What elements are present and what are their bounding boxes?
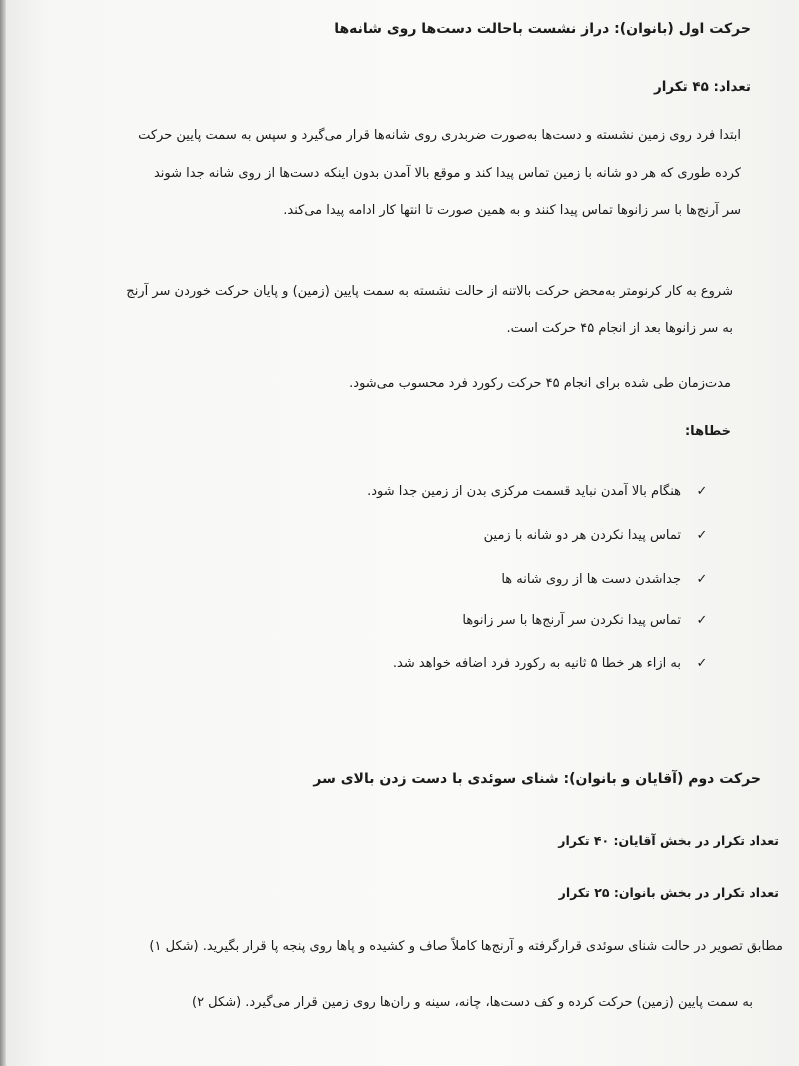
section1-paragraph2-line1: شروع به کار کرنومتر به‌محض حرکت بالاتنه از حالت نشسته به سمت پایین (زمین) و پایان حرکت خوردن سر آرنج: [126, 284, 733, 299]
section1-paragraph1-line3: سر آرنج‌ها با سر زانوها تماس پیدا کنند و به همین صورت تا انتها کار ادامه پیدا می‌کند.: [283, 203, 741, 218]
error-item-text: تماس پیدا نکردن سر آرنج‌ها با سر زانوها: [462, 613, 681, 628]
section2-count-women: تعداد تکرار در بخش بانوان: ۲۵ تکرار: [558, 885, 779, 900]
error-item-text: به ازاء هر خطا ۵ ثانیه به رکورد فرد اضافه خواهد شد.: [392, 656, 681, 671]
check-icon: ✓: [696, 656, 708, 671]
page-edge-shadow: [0, 0, 6, 1066]
section2-paragraph1: مطابق تصویر در حالت شنای سوئدی قرارگرفته و آرنج‌ها کاملاً صاف و کشیده و پاها روی پنجه پا قرار بگیرید. (شکل ۱): [149, 939, 783, 954]
error-item: [367, 483, 709, 501]
section1-paragraph2-line2: به سر زانوها بعد از انجام ۴۵ حرکت است.: [506, 321, 733, 336]
check-icon: ✓: [696, 484, 708, 499]
section1-title: حرکت اول (بانوان): دراز نشست باحالت دست‌ها روی شانه‌ها: [334, 21, 751, 37]
error-item: [462, 612, 709, 630]
error-item: [393, 655, 709, 673]
check-icon: ✓: [696, 613, 708, 628]
error-item-text: هنگام بالا آمدن نباید قسمت مرکزی بدن از زمین جدا شود.: [367, 484, 681, 499]
section1-paragraph3: مدت‌زمان طی شده برای انجام ۴۵ حرکت رکورد فرد محسوب می‌شود.: [349, 376, 731, 391]
section1-paragraph1-line1: ابتدا فرد روی زمین نشسته و دست‌ها به‌صورت ضربدری روی شانه‌ها قرار می‌گیرد و سپس به سمت پایین حرکت: [138, 128, 741, 143]
check-icon: ✓: [696, 572, 708, 587]
section1-count: تعداد: ۴۵ تکرار: [653, 79, 751, 95]
errors-title: خطاها:: [684, 424, 731, 439]
section2-title: حرکت دوم (آقایان و بانوان): شنای سوئدی با دست زدن بالای سر: [313, 771, 761, 787]
error-item: [484, 527, 709, 545]
error-item: [501, 571, 709, 589]
error-item-text: تماس پیدا نکردن هر دو شانه با زمین: [483, 528, 681, 543]
error-item-text: جداشدن دست ها از روی شانه ها: [501, 572, 681, 587]
section2-paragraph2: به سمت پایین (زمین) حرکت کرده و کف دست‌ها، چانه، سینه و ران‌ها روی زمین قرار می‌گیرد. (شکل ۲): [191, 995, 753, 1010]
section2-count-men: تعداد تکرار در بخش آقایان: ۴۰ تکرار: [558, 833, 779, 848]
check-icon: ✓: [696, 528, 708, 543]
section1-paragraph1-line2: کرده طوری که هر دو شانه با زمین تماس پیدا کند و موقع بالا آمدن بدون اینکه دست‌ها از روی شانه جدا شوند: [153, 166, 741, 181]
